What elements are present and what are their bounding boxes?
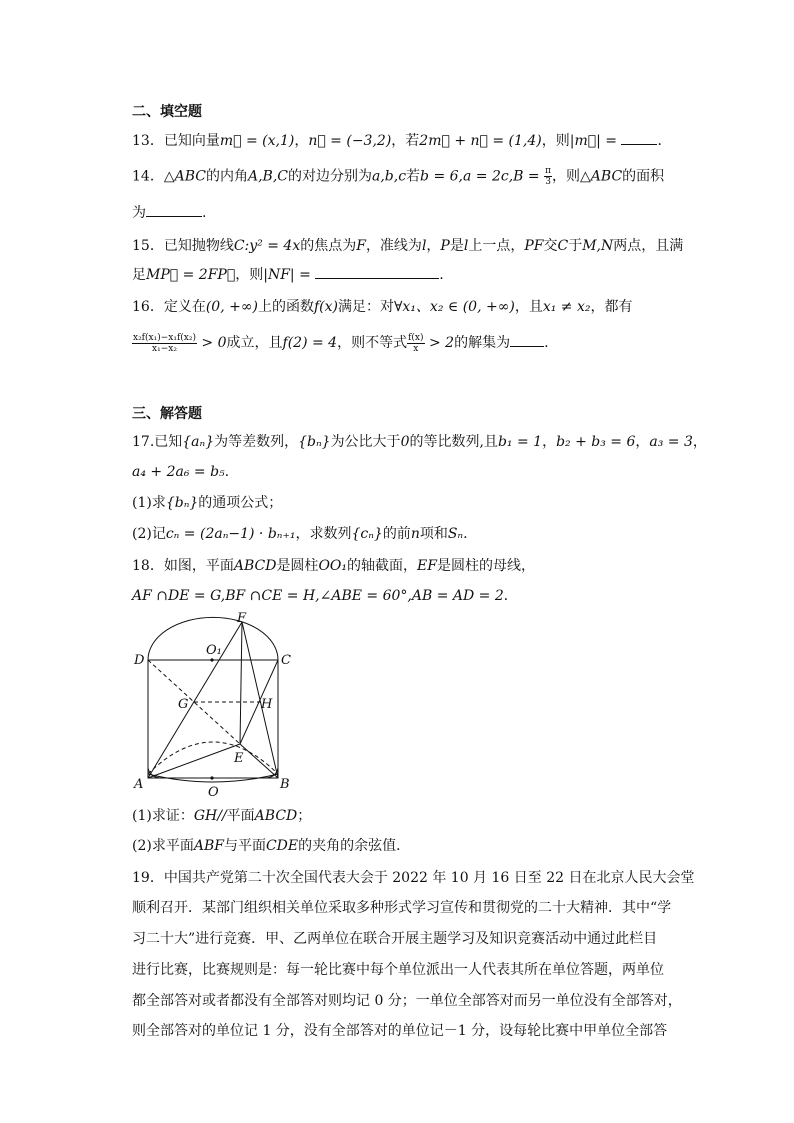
q18-abcd: ABCD (233, 558, 277, 574)
bottom-back-arc (148, 742, 278, 774)
q16-f2: f(2) = 4 (282, 335, 338, 351)
q17-an: {aₙ} (182, 434, 215, 450)
q13-answer-blank[interactable] (621, 130, 657, 145)
question-17-part2 (132, 524, 692, 544)
q18-text-d: 是圆柱的母线， (436, 558, 535, 574)
q18-p1-d: ABCD (254, 808, 298, 824)
q18-p2-d: CDE (265, 838, 299, 854)
q14-answer-blank[interactable] (146, 202, 202, 217)
q18-p1-e: ； (297, 808, 312, 824)
q16-text-c: 满足：对 (337, 299, 394, 315)
q14-triangle-2: △ABC (580, 168, 623, 185)
q17-p2-g: 项和 (419, 526, 448, 542)
question-15-line2 (132, 264, 692, 285)
q13-condition: 2m⃗ + n⃗ = (1,4) (419, 133, 542, 149)
question-19-line2: 顺利召开．某部门组织相关单位采取多种形式学习宣传和贯彻党的二十大精神．其中“学 (132, 900, 672, 916)
q18-p1-c: 平面 (226, 808, 255, 824)
q13-text: 13．已知向量 (132, 133, 220, 149)
q13-ask: |m⃗| = (569, 133, 622, 149)
q14-condition: b = 6,a = 2c,B = (420, 168, 545, 185)
q16-text-h: 的解集为 (454, 335, 511, 351)
q18-text-c: 的轴截面， (347, 558, 418, 574)
question-13 (132, 130, 692, 151)
question-19-line1: 19．中国共产党第二十次全国代表大会于 2022 年 10 月 16 日至 22 日在北京人民大会堂 (132, 870, 695, 886)
q15-text-d: ， (426, 238, 441, 254)
q18-p2-b: ABF (193, 838, 224, 854)
q17-p1-b: {bₙ} (165, 495, 199, 511)
question-18-part2 (132, 836, 692, 856)
q13-tail: ，则 (541, 133, 570, 149)
q17-sep-2: ， (635, 434, 650, 450)
q13-mid: ，若 (391, 133, 420, 149)
line-af (148, 622, 242, 778)
point-o1 (210, 658, 213, 661)
q16-answer-blank[interactable] (510, 332, 544, 347)
q15-point-p: P (440, 238, 450, 254)
q15-directrix-2: l (463, 238, 469, 254)
q17-p2-a: (2)记 (132, 526, 166, 542)
q16-text-d: ，且 (514, 299, 543, 315)
q17-p2-b: cₙ = (2aₙ−1) · bₙ₊₁ (165, 526, 296, 542)
q14-pi-fraction (544, 166, 552, 187)
q14-text-e: ，则 (552, 168, 581, 185)
q18-p2-c: 与平面 (223, 838, 266, 854)
q15-curve: C:y² = 4x (233, 238, 301, 254)
q15-ask: |NF| = (263, 267, 316, 283)
label-e: E (234, 751, 244, 766)
q16-ineq-num: f(x) (408, 332, 424, 343)
q15-text-a: 15．已知抛物线 (132, 238, 234, 254)
q17-text-b: 为等差数列， (214, 434, 299, 450)
q16-ineq-den: x (413, 343, 419, 354)
q15-text-c: ，准线为 (365, 238, 422, 254)
q18-conditions: AF ∩DE = G,BF ∩CE = H,∠ABE = 60°,AB = AD = 2 (132, 588, 504, 604)
q14-pi-num: π (545, 166, 552, 176)
q17-line2-end: . (224, 464, 230, 480)
q17-p2-h: Sₙ (447, 526, 464, 542)
q16-end: . (544, 335, 549, 351)
question-14 (132, 166, 692, 187)
q17-b1: b₁ = 1 (497, 434, 543, 450)
q16-function: f(x) (313, 299, 338, 315)
q18-p1-b: GH// (193, 808, 227, 824)
q14-end: . (202, 205, 207, 221)
q16-frac-num: x₂f(x₁)−x₁f(x₂) (133, 332, 196, 343)
q14-text-f: 的面积 (622, 168, 665, 185)
point-o (210, 776, 213, 779)
label-b: B (280, 777, 290, 792)
q14-angles: A,B,C (247, 168, 288, 185)
cylinder-figure (128, 610, 298, 800)
q18-p1-a: (1)求证： (132, 808, 194, 824)
label-c: C (281, 653, 291, 668)
label-a: A (134, 777, 144, 792)
label-d: D (134, 653, 145, 668)
q15-text-e: 是 (449, 238, 464, 254)
question-17-part1 (132, 493, 692, 513)
q18-p2-a: (2)求平面 (132, 838, 194, 854)
q15-vector-relation: MP⃗ = 2FP⃗ (146, 267, 236, 283)
q16-text-a: 16．定义在 (132, 299, 206, 315)
q15-end: . (439, 267, 444, 283)
q16-text-f: 成立，且 (226, 335, 283, 351)
question-15 (132, 236, 692, 256)
label-f: F (237, 611, 247, 626)
q17-bn: {bₙ} (298, 434, 331, 450)
question-16 (132, 297, 692, 317)
label-h: H (261, 697, 273, 712)
q18-ef: EF (417, 558, 437, 574)
q15-text-k: ，则 (235, 267, 264, 283)
q17-sep-1: ， (542, 434, 557, 450)
q16-forall: ∀x₁、x₂ ∈ (0, +∞) (393, 299, 515, 315)
q17-p2-e: 的前 (382, 526, 411, 542)
q17-p2-i: . (463, 526, 468, 542)
q15-focus: F (356, 238, 366, 254)
q17-p1-c: 的通项公式； (198, 495, 283, 511)
generatrix-ef (240, 622, 242, 744)
line-ae (148, 744, 240, 778)
q13-vector-m: m⃗ = (x,1) (219, 133, 295, 149)
q16-gt0: > 0 (196, 335, 227, 351)
q16-ineq-fraction (407, 333, 424, 354)
question-17 (132, 432, 707, 452)
q17-p2-c: ，求数列 (295, 526, 352, 542)
q18-line2-end: ． (503, 588, 518, 604)
q14-text-c: 的对边分别为 (287, 168, 372, 185)
q14-sides: a,b,c (371, 168, 407, 185)
line-be (240, 744, 278, 778)
q15-text-j: 足 (132, 267, 146, 283)
q16-neq: x₁ ≠ x₂ (542, 299, 591, 315)
q18-text-a: 18．如图，平面 (132, 558, 234, 574)
question-18-part1 (132, 806, 692, 826)
question-18 (132, 556, 692, 576)
question-19-line3: 习二十大”进行竞赛．甲、乙两单位在联合开展主题学习及知识竞赛活动中通过此栏目 (132, 931, 658, 947)
q18-p2-e: 的夹角的余弦值． (298, 838, 411, 854)
question-19-line6: 则全部答对的单位记 1 分，没有全部答对的单位记－1 分，设每轮比赛中甲单位全部答 (132, 1023, 668, 1039)
q13-vector-n: n⃗ = (−3,2) (308, 133, 392, 149)
q16-domain: (0, +∞) (205, 299, 258, 315)
q15-directrix: l (421, 238, 427, 254)
q17-p1-a: (1)求 (132, 495, 166, 511)
q15-text-g: 交 (543, 238, 558, 254)
question-14-line2 (132, 202, 692, 223)
q17-a3: a₃ = 3 (649, 434, 693, 450)
q16-text-b: 上的函数 (257, 299, 314, 315)
q16-text-e: ，都有 (590, 299, 633, 315)
q14-line2-text: 为 (132, 205, 146, 221)
q17-text-c: 为公比大于 (330, 434, 401, 450)
q15-text-b: 的焦点为 (300, 238, 357, 254)
q15-c: C (557, 238, 569, 254)
q15-text-h: 于 (568, 238, 583, 254)
label-o1: O₁ (206, 643, 222, 658)
label-o: O (208, 785, 219, 800)
section-fill-in-title: 二、填空题 (132, 104, 202, 120)
q16-condition-fraction (132, 333, 197, 354)
q18-oo1: OO₁ (318, 558, 348, 574)
q14-text-d: 若 (406, 168, 421, 185)
question-18-line2 (132, 586, 692, 606)
q14-pi-den: 3 (545, 177, 551, 187)
q15-answer-blank[interactable] (315, 264, 439, 279)
q15-text-f: 上一点， (468, 238, 525, 254)
label-g: G (178, 697, 189, 712)
q14-text-b: 的内角 (205, 168, 248, 185)
question-17-line2 (132, 462, 692, 482)
q17-text-d: 的等比数列,且 (409, 434, 498, 450)
q16-frac-den: x₁−x₂ (152, 343, 177, 354)
q14-triangle: △ABC (163, 168, 206, 185)
question-19-line4: 进行比赛，比赛规则是：每一轮比赛中每个单位派出一人代表其所在单位答题，两单位 (132, 962, 664, 978)
question-19-line5: 都全部答对或者都没有全部答对则均记 0 分；一单位全部答对而另一单位没有全部答对， (132, 993, 682, 1009)
q17-text-a: 17.已知 (132, 434, 183, 450)
question-16-line2 (132, 326, 692, 360)
q16-gt2: > 2 (424, 335, 455, 351)
q15-pf: PF (524, 238, 544, 254)
q17-p2-f: n (410, 526, 420, 542)
q17-zero: 0 (400, 434, 410, 450)
q17-sep-3: ， (692, 434, 707, 450)
q15-text-i: 两点，且满 (613, 238, 684, 254)
q15-mn: M,N (582, 238, 614, 254)
q18-text-b: 是圆柱 (276, 558, 319, 574)
q17-p2-d: {cₙ} (351, 526, 383, 542)
q17-relation: a₄ + 2a₆ = b₅ (132, 464, 225, 480)
q13-end: ． (657, 133, 672, 149)
q13-sep: ， (294, 133, 309, 149)
q16-text-g: ，则不等式 (337, 335, 408, 351)
section-solution-title: 三、解答题 (132, 406, 202, 422)
q17-b2b3: b₂ + b₃ = 6 (556, 434, 636, 450)
q14-number: 14． (132, 168, 164, 185)
